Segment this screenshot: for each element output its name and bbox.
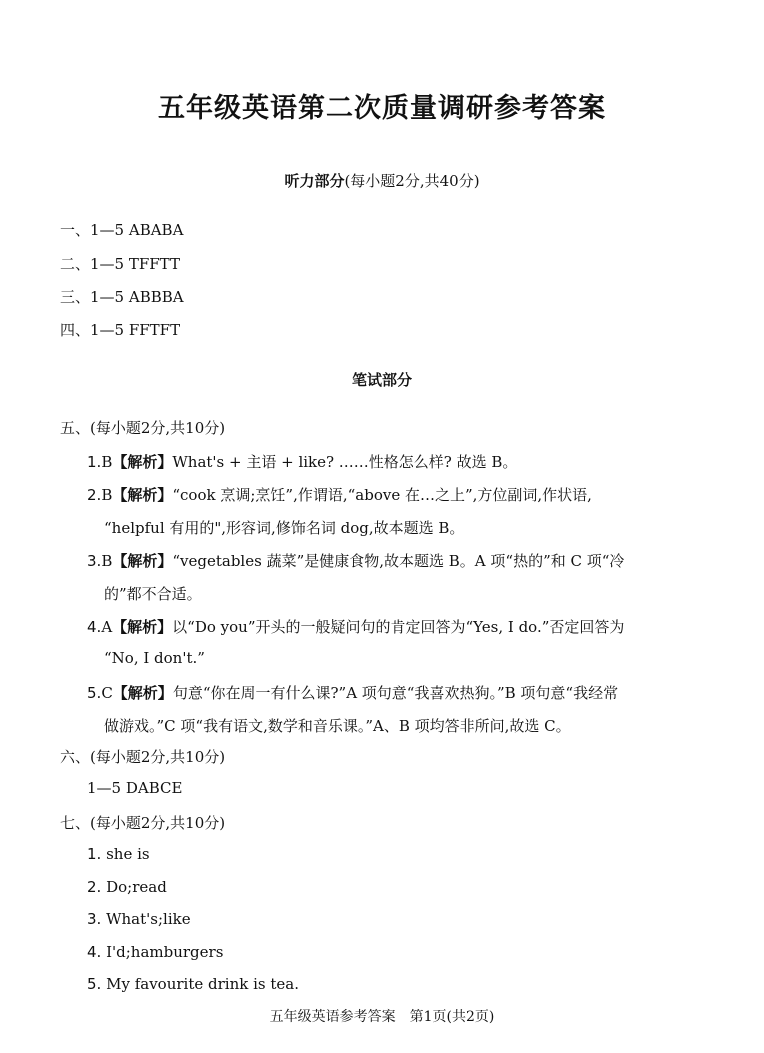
analysis-text: 句意“你在周一有什么课?”A 项句意“我喜欢热狗。”B 项句意“我经常 (172, 684, 619, 702)
listening-heading (0, 170, 764, 191)
listening-heading-label: 听力部分 (284, 172, 345, 190)
item-number: 1. (87, 845, 102, 863)
listening-heading-note: (每小题2分,共40分) (344, 172, 480, 190)
item-answer: A (101, 618, 113, 636)
analysis-tag: 【解析】 (112, 618, 173, 636)
listening-answer-4: 四、1—5 FFTFT (60, 321, 181, 339)
item-text: I'd;hamburgers (106, 943, 224, 961)
item-number: 5. (87, 684, 102, 702)
analysis-tag: 【解析】 (112, 486, 173, 504)
analysis-tag: 【解析】 (112, 684, 173, 702)
section-5-item-4 (87, 616, 707, 637)
item-number: 2. (87, 878, 102, 896)
analysis-tag: 【解析】 (112, 552, 173, 570)
section-5-item-2 (87, 484, 707, 505)
section-5-item-5 (87, 682, 707, 703)
section-7-item-5 (87, 975, 707, 993)
item-number: 3. (87, 552, 102, 570)
analysis-text: 以“Do you”开头的一般疑问句的肯定回答为“Yes, I do.”否定回答为 (172, 618, 625, 636)
section-5-item-3 (87, 550, 707, 571)
section-6-answer: 1—5 DABCE (87, 779, 183, 797)
written-heading: 笔试部分 (351, 371, 412, 389)
item-text: What's;like (106, 910, 191, 928)
section-7-item-1 (87, 845, 707, 863)
item-number: 2. (87, 486, 102, 504)
item-number: 4. (87, 618, 102, 636)
analysis-text: “vegetables 蔬菜”是健康食物,故本题选 B。A 项“热的”和 C 项“冷 (172, 552, 625, 570)
section-7-item-4 (87, 943, 707, 961)
section-5-item-3-continued: 的”都不合适。 (104, 585, 202, 603)
item-answer: B (101, 486, 113, 504)
item-number: 5. (87, 975, 102, 993)
listening-answer-2: 二、1—5 TFFTT (60, 255, 180, 273)
item-text: Do;read (106, 878, 167, 896)
section-5-item-4-continued: “No, I don't.” (104, 649, 205, 667)
section-5-item-5-continued: 做游戏。”C 项“我有语文,数学和音乐课。”A、B 项均答非所问,故选 C。 (104, 717, 571, 735)
item-answer: C (101, 684, 113, 702)
item-text: she is (106, 845, 150, 863)
analysis-tag: 【解析】 (112, 453, 173, 471)
section-5-item-1 (87, 451, 707, 472)
item-answer: B (101, 453, 113, 471)
item-number: 3. (87, 910, 102, 928)
analysis-text: What's + 主语 + like? ……性格怎么样? 故选 B。 (172, 453, 518, 471)
section-6-header: 六、(每小题2分,共10分) (60, 748, 226, 766)
analysis-text: “cook 烹调;烹饪”,作谓语,“above 在…之上”,方位副词,作状语, (172, 486, 592, 504)
section-7-item-2 (87, 878, 707, 896)
item-number: 4. (87, 943, 102, 961)
item-text: My favourite drink is tea. (106, 975, 299, 993)
section-5-header: 五、(每小题2分,共10分) (60, 419, 226, 437)
page-footer: 五年级英语参考答案 第1页(共2页) (269, 1009, 495, 1025)
item-answer: B (101, 552, 113, 570)
item-number: 1. (87, 453, 102, 471)
listening-answer-1: 一、1—5 ABABA (60, 221, 184, 239)
section-7-header: 七、(每小题2分,共10分) (60, 814, 226, 832)
page-title: 五年级英语第二次质量调研参考答案 (158, 93, 606, 124)
section-7-item-3 (87, 910, 707, 928)
listening-answer-3: 三、1—5 ABBBA (60, 288, 184, 306)
section-5-item-2-continued: “helpful 有用的",形容词,修饰名词 dog,故本题选 B。 (104, 519, 465, 537)
